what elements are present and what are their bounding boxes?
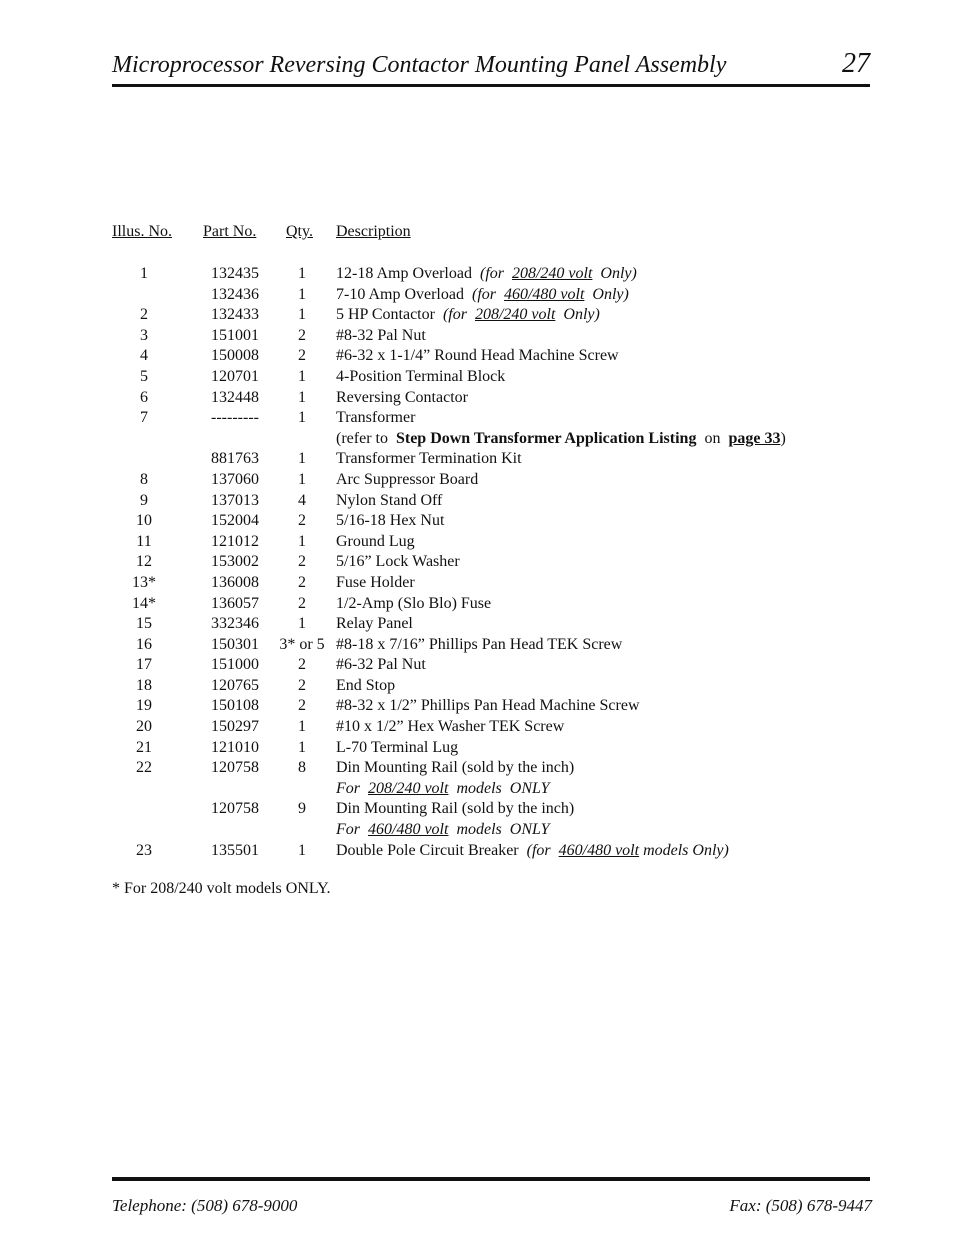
description-segment: (for	[471, 285, 504, 303]
cell-part-no: 150008	[211, 347, 259, 365]
table-row	[0, 429, 954, 450]
column-header-description: Description	[336, 223, 411, 240]
description-segment: 5 HP Contactor	[336, 306, 443, 324]
cell-illus-no: 7	[140, 409, 148, 427]
description-segment: Only)	[555, 306, 600, 324]
cell-qty: 1	[298, 367, 306, 385]
cell-description	[336, 449, 522, 470]
description-segment: 1/2-Amp (Slo Blo) Fuse	[336, 594, 492, 612]
cell-qty: 1	[298, 615, 306, 633]
description-segment: (for	[479, 265, 512, 282]
cell-description	[336, 573, 415, 594]
cell-qty: 1	[298, 470, 306, 488]
table-row	[0, 655, 954, 676]
description-segment: Fuse Holder	[336, 573, 415, 591]
description-segment: Step Down Transformer Application Listing	[395, 429, 697, 447]
description-segment: Relay Panel	[336, 615, 413, 633]
description-segment: 12-18 Amp Overload	[336, 265, 480, 282]
table-row	[0, 285, 954, 306]
cell-description	[336, 655, 426, 676]
cell-qty: 1	[298, 388, 306, 406]
column-header-illus-no: Illus. No.	[112, 223, 172, 240]
cell-qty: 1	[298, 738, 306, 756]
column-header-qty: Qty.	[286, 223, 313, 240]
table-row	[0, 696, 954, 717]
description-segment: Din Mounting Rail (sold by the inch)	[336, 759, 575, 777]
footer-fax: Fax: (508) 678-9447	[729, 1196, 872, 1215]
cell-description	[336, 841, 729, 862]
cell-qty: 2	[298, 573, 306, 591]
description-segment: models Only)	[639, 841, 729, 859]
description-segment: page 33	[728, 429, 781, 447]
cell-part-no: 150108	[211, 697, 259, 715]
description-segment: models ONLY	[448, 779, 550, 797]
table-row	[0, 305, 954, 326]
cell-description	[336, 799, 574, 820]
cell-description	[336, 429, 786, 450]
cell-qty: 2	[298, 697, 306, 715]
cell-description	[336, 696, 640, 717]
cell-qty: 3* or 5	[279, 635, 325, 653]
cell-description	[336, 552, 460, 573]
table-row	[0, 635, 954, 656]
description-segment: 208/240 volt	[511, 265, 593, 282]
page-number: 27	[842, 48, 870, 79]
cell-description	[336, 388, 468, 409]
cell-illus-no: 17	[136, 656, 152, 674]
description-segment: #8-32 x 1/2” Phillips Pan Head Machine Screw	[336, 697, 640, 715]
cell-qty: 1	[298, 409, 306, 427]
cell-qty: 1	[298, 306, 306, 324]
cell-part-no: 121012	[211, 532, 259, 550]
description-segment: #6-32 x 1-1/4” Round Head Machine Screw	[336, 347, 619, 365]
table-row	[0, 408, 954, 429]
cell-description	[336, 285, 629, 306]
cell-part-no: 132436	[211, 285, 259, 303]
table-row	[0, 614, 954, 635]
cell-illus-no: 1	[140, 265, 148, 282]
cell-part-no: ---------	[211, 409, 259, 427]
cell-qty: 2	[298, 326, 306, 344]
description-segment: L-70 Terminal Lug	[336, 738, 459, 756]
cell-description	[336, 491, 442, 512]
footnote: * For 208/240 volt models ONLY.	[112, 880, 331, 897]
cell-illus-no: 15	[136, 615, 152, 633]
column-header-part-no: Part No.	[203, 223, 257, 240]
parts-table	[0, 264, 954, 861]
table-row	[0, 841, 954, 862]
cell-description	[336, 511, 444, 532]
description-segment: Ground Lug	[336, 532, 415, 550]
cell-qty: 2	[298, 512, 306, 530]
cell-qty: 2	[298, 347, 306, 365]
cell-qty: 1	[298, 532, 306, 550]
table-row	[0, 676, 954, 697]
table-row	[0, 820, 954, 841]
description-segment: Only)	[592, 265, 637, 282]
cell-description	[336, 470, 478, 491]
description-segment: 4-Position Terminal Block	[336, 367, 506, 385]
description-segment: 460/480 volt	[503, 285, 585, 303]
cell-description	[336, 738, 458, 759]
cell-part-no: 132448	[211, 388, 259, 406]
cell-qty: 2	[298, 594, 306, 612]
cell-illus-no: 12	[136, 553, 152, 571]
cell-description	[336, 367, 505, 388]
cell-description	[336, 594, 491, 615]
description-segment: End Stop	[336, 676, 396, 694]
table-row	[0, 552, 954, 573]
description-segment: #8-18 x 7/16” Phillips Pan Head TEK Screw	[336, 635, 623, 653]
cell-part-no: 150301	[211, 635, 259, 653]
cell-illus-no: 19	[136, 697, 152, 715]
cell-part-no: 135501	[211, 841, 259, 859]
cell-part-no: 150297	[211, 718, 259, 736]
description-segment: Double Pole Circuit Breaker	[336, 841, 527, 859]
description-segment: models ONLY	[448, 821, 550, 839]
description-segment: 5/16-18 Hex Nut	[336, 512, 445, 530]
cell-description	[336, 532, 415, 553]
table-row	[0, 573, 954, 594]
cell-illus-no: 21	[136, 738, 152, 756]
table-row	[0, 758, 954, 779]
cell-part-no: 153002	[211, 553, 259, 571]
description-segment: on	[696, 429, 729, 447]
cell-illus-no: 16	[136, 635, 152, 653]
description-segment: #10 x 1/2” Hex Washer TEK Screw	[336, 718, 565, 736]
cell-qty: 1	[298, 285, 306, 303]
cell-part-no: 136008	[211, 573, 259, 591]
description-segment: 460/480 volt	[368, 821, 449, 839]
table-row	[0, 470, 954, 491]
cell-qty: 2	[298, 656, 306, 674]
cell-part-no: 132433	[211, 306, 259, 324]
description-segment: 5/16” Lock Washer	[336, 553, 460, 571]
footer-telephone: Telephone: (508) 678-9000	[112, 1196, 298, 1215]
table-row	[0, 738, 954, 759]
table-row	[0, 799, 954, 820]
cell-part-no: 332346	[211, 615, 259, 633]
cell-part-no: 121010	[211, 738, 259, 756]
header-rule	[112, 84, 870, 87]
description-segment: Din Mounting Rail (sold by the inch)	[336, 800, 575, 818]
table-row	[0, 346, 954, 367]
table-row	[0, 511, 954, 532]
table-row	[0, 326, 954, 347]
description-segment: Transformer Termination Kit	[336, 450, 522, 468]
cell-description	[336, 305, 600, 326]
cell-part-no: 136057	[211, 594, 259, 612]
description-segment: 208/240 volt	[368, 779, 449, 797]
cell-illus-no: 9	[140, 491, 148, 509]
cell-illus-no: 13*	[132, 573, 156, 591]
cell-part-no: 151000	[211, 656, 259, 674]
cell-part-no: 151001	[211, 326, 259, 344]
table-row	[0, 779, 954, 800]
cell-part-no: 137060	[211, 470, 259, 488]
cell-part-no: 132435	[211, 265, 259, 282]
cell-illus-no: 22	[136, 759, 152, 777]
cell-part-no: 881763	[211, 450, 259, 468]
cell-description	[336, 635, 622, 656]
description-segment: Arc Suppressor Board	[336, 470, 479, 488]
cell-illus-no: 10	[136, 512, 152, 530]
cell-qty: 1	[298, 718, 306, 736]
table-row	[0, 367, 954, 388]
table-row	[0, 388, 954, 409]
table-row	[0, 264, 954, 285]
cell-qty: 2	[298, 553, 306, 571]
description-segment: 7-10 Amp Overload	[336, 285, 472, 303]
description-segment: #8-32 Pal Nut	[336, 326, 426, 344]
cell-illus-no: 18	[136, 676, 152, 694]
cell-illus-no: 20	[136, 718, 152, 736]
description-segment: Only)	[584, 285, 629, 303]
description-segment: #6-32 Pal Nut	[336, 656, 426, 674]
cell-part-no: 137013	[211, 491, 259, 509]
cell-part-no: 120765	[211, 676, 259, 694]
cell-description	[336, 758, 574, 779]
description-segment: )	[780, 429, 786, 447]
cell-description	[336, 717, 564, 738]
table-row	[0, 594, 954, 615]
description-segment: (for	[526, 841, 559, 859]
cell-qty: 2	[298, 676, 306, 694]
cell-illus-no: 8	[140, 470, 148, 488]
cell-illus-no: 3	[140, 326, 148, 344]
cell-illus-no: 23	[136, 841, 152, 859]
cell-description	[336, 779, 549, 800]
cell-illus-no: 4	[140, 347, 148, 365]
cell-illus-no: 11	[136, 532, 152, 550]
cell-description	[336, 676, 395, 697]
cell-qty: 4	[298, 491, 306, 509]
table-row	[0, 491, 954, 512]
cell-description	[336, 820, 549, 841]
description-segment: (for	[442, 306, 475, 324]
description-segment: Reversing Contactor	[336, 388, 468, 406]
description-segment: (refer to	[336, 429, 396, 447]
cell-illus-no: 14*	[132, 594, 156, 612]
cell-qty: 1	[298, 450, 306, 468]
cell-part-no: 120758	[211, 800, 259, 818]
cell-description	[336, 326, 426, 347]
cell-description	[336, 614, 413, 635]
cell-illus-no: 5	[140, 367, 148, 385]
description-segment: For	[336, 779, 368, 797]
cell-illus-no: 2	[140, 306, 148, 324]
cell-description	[336, 346, 619, 367]
table-row	[0, 717, 954, 738]
description-segment: For	[336, 821, 368, 839]
page-title: Microprocessor Reversing Contactor Mounting Panel Assembly	[112, 52, 727, 78]
cell-part-no: 152004	[211, 512, 259, 530]
cell-qty: 1	[298, 265, 306, 282]
cell-part-no: 120701	[211, 367, 259, 385]
description-segment: 460/480 volt	[558, 841, 640, 859]
description-segment: 208/240 volt	[474, 306, 556, 324]
cell-qty: 9	[298, 800, 306, 818]
cell-illus-no: 6	[140, 388, 148, 406]
cell-qty: 8	[298, 759, 306, 777]
table-row	[0, 449, 954, 470]
cell-qty: 1	[298, 841, 306, 859]
description-segment: Transformer	[336, 409, 416, 427]
description-segment: Nylon Stand Off	[336, 491, 443, 509]
footer-rule	[112, 1177, 870, 1181]
cell-description	[336, 264, 637, 285]
cell-part-no: 120758	[211, 759, 259, 777]
column-headers	[0, 223, 954, 245]
table-row	[0, 532, 954, 553]
cell-description	[336, 408, 415, 429]
